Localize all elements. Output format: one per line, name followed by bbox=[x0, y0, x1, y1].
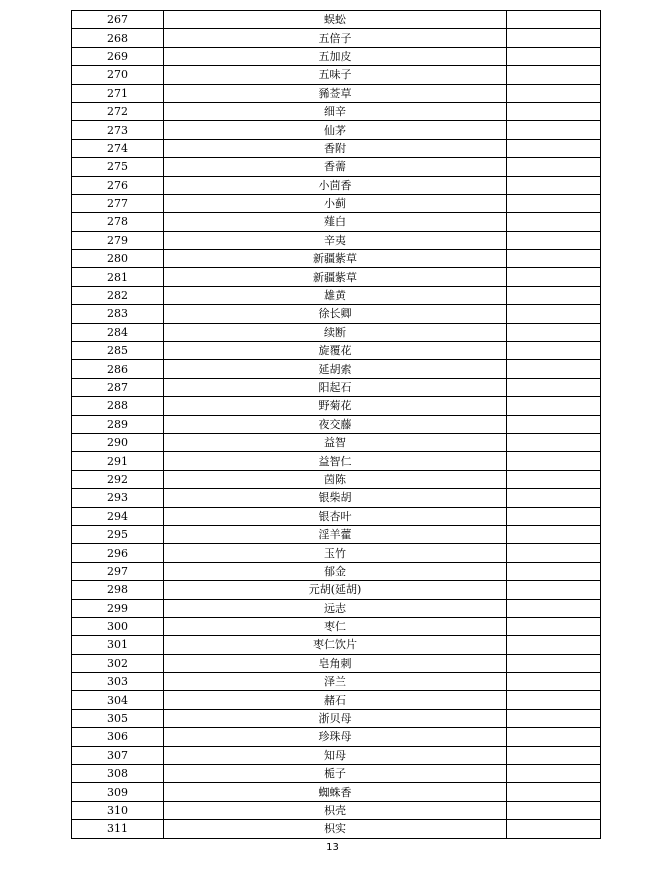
table-row bbox=[72, 581, 601, 599]
table-row bbox=[72, 636, 601, 654]
table-row bbox=[72, 673, 601, 691]
note-cell bbox=[507, 581, 601, 599]
note-cell bbox=[507, 415, 601, 433]
table-row bbox=[72, 470, 601, 488]
herb-name-cell: 玉竹 bbox=[164, 544, 507, 562]
row-number-cell: 275 bbox=[72, 158, 164, 176]
note-cell bbox=[507, 783, 601, 801]
herb-name-cell: 淫羊藿 bbox=[164, 525, 507, 543]
herb-name-cell: 五味子 bbox=[164, 66, 507, 84]
note-cell bbox=[507, 268, 601, 286]
table-row bbox=[72, 617, 601, 635]
herb-name-cell: 薤白 bbox=[164, 213, 507, 231]
herb-name-cell: 银柴胡 bbox=[164, 489, 507, 507]
row-number-cell: 304 bbox=[72, 691, 164, 709]
herb-name-cell: 郁金 bbox=[164, 562, 507, 580]
row-number-cell: 308 bbox=[72, 765, 164, 783]
row-number-cell: 277 bbox=[72, 194, 164, 212]
herb-name-cell: 浙贝母 bbox=[164, 709, 507, 727]
note-cell bbox=[507, 709, 601, 727]
herb-name-cell: 徐长卿 bbox=[164, 305, 507, 323]
note-cell bbox=[507, 489, 601, 507]
table-row bbox=[72, 139, 601, 157]
row-number-cell: 274 bbox=[72, 139, 164, 157]
table-row bbox=[72, 213, 601, 231]
herb-name-cell: 知母 bbox=[164, 746, 507, 764]
herb-name-cell: 新疆紫草 bbox=[164, 268, 507, 286]
table-row bbox=[72, 323, 601, 341]
note-cell bbox=[507, 323, 601, 341]
row-number-cell: 283 bbox=[72, 305, 164, 323]
row-number-cell: 279 bbox=[72, 231, 164, 249]
row-number-cell: 302 bbox=[72, 654, 164, 672]
row-number-cell: 281 bbox=[72, 268, 164, 286]
herb-name-cell: 阳起石 bbox=[164, 378, 507, 396]
note-cell bbox=[507, 746, 601, 764]
row-number-cell: 282 bbox=[72, 286, 164, 304]
table-row bbox=[72, 507, 601, 525]
row-number-cell: 270 bbox=[72, 66, 164, 84]
note-cell bbox=[507, 286, 601, 304]
row-number-cell: 310 bbox=[72, 801, 164, 819]
note-cell bbox=[507, 562, 601, 580]
table-row bbox=[72, 84, 601, 102]
table-row bbox=[72, 765, 601, 783]
row-number-cell: 306 bbox=[72, 728, 164, 746]
row-number-cell: 276 bbox=[72, 176, 164, 194]
note-cell bbox=[507, 525, 601, 543]
note-cell bbox=[507, 84, 601, 102]
table-row bbox=[72, 47, 601, 65]
table-row bbox=[72, 397, 601, 415]
row-number-cell: 278 bbox=[72, 213, 164, 231]
table-row bbox=[72, 433, 601, 451]
note-cell bbox=[507, 691, 601, 709]
note-cell bbox=[507, 452, 601, 470]
herb-name-cell: 旋覆花 bbox=[164, 342, 507, 360]
row-number-cell: 297 bbox=[72, 562, 164, 580]
table-row bbox=[72, 728, 601, 746]
table-row bbox=[72, 562, 601, 580]
note-cell bbox=[507, 636, 601, 654]
note-cell bbox=[507, 176, 601, 194]
row-number-cell: 300 bbox=[72, 617, 164, 635]
table-row bbox=[72, 158, 601, 176]
table-row bbox=[72, 231, 601, 249]
table-row bbox=[72, 305, 601, 323]
table-row bbox=[72, 691, 601, 709]
row-number-cell: 284 bbox=[72, 323, 164, 341]
table-row bbox=[72, 783, 601, 801]
herb-name-cell: 新疆紫草 bbox=[164, 250, 507, 268]
table-row bbox=[72, 820, 601, 838]
herb-name-cell: 仙茅 bbox=[164, 121, 507, 139]
table-row bbox=[72, 102, 601, 120]
table-row bbox=[72, 525, 601, 543]
note-cell bbox=[507, 728, 601, 746]
herb-name-cell: 香薷 bbox=[164, 158, 507, 176]
table-row bbox=[72, 544, 601, 562]
table-row bbox=[72, 286, 601, 304]
row-number-cell: 289 bbox=[72, 415, 164, 433]
row-number-cell: 285 bbox=[72, 342, 164, 360]
row-number-cell: 303 bbox=[72, 673, 164, 691]
herb-name-cell: 蜘蛛香 bbox=[164, 783, 507, 801]
note-cell bbox=[507, 47, 601, 65]
table-row bbox=[72, 11, 601, 29]
herb-name-cell: 蜈蚣 bbox=[164, 11, 507, 29]
row-number-cell: 291 bbox=[72, 452, 164, 470]
note-cell bbox=[507, 397, 601, 415]
row-number-cell: 267 bbox=[72, 11, 164, 29]
table-row bbox=[72, 360, 601, 378]
table-row bbox=[72, 415, 601, 433]
herb-name-cell: 枳实 bbox=[164, 820, 507, 838]
note-cell bbox=[507, 250, 601, 268]
note-cell bbox=[507, 673, 601, 691]
note-cell bbox=[507, 801, 601, 819]
herb-name-cell: 夜交藤 bbox=[164, 415, 507, 433]
herb-list-table bbox=[71, 10, 601, 839]
row-number-cell: 292 bbox=[72, 470, 164, 488]
herb-name-cell: 枳壳 bbox=[164, 801, 507, 819]
herb-name-cell: 栀子 bbox=[164, 765, 507, 783]
row-number-cell: 271 bbox=[72, 84, 164, 102]
note-cell bbox=[507, 213, 601, 231]
row-number-cell: 287 bbox=[72, 378, 164, 396]
herb-name-cell: 延胡索 bbox=[164, 360, 507, 378]
herb-name-cell: 枣仁 bbox=[164, 617, 507, 635]
table-row bbox=[72, 489, 601, 507]
row-number-cell: 298 bbox=[72, 581, 164, 599]
herb-name-cell: 续断 bbox=[164, 323, 507, 341]
note-cell bbox=[507, 378, 601, 396]
table-row bbox=[72, 378, 601, 396]
row-number-cell: 286 bbox=[72, 360, 164, 378]
table-row bbox=[72, 250, 601, 268]
herb-name-cell: 小蓟 bbox=[164, 194, 507, 212]
row-number-cell: 307 bbox=[72, 746, 164, 764]
table-row bbox=[72, 452, 601, 470]
row-number-cell: 293 bbox=[72, 489, 164, 507]
row-number-cell: 299 bbox=[72, 599, 164, 617]
note-cell bbox=[507, 507, 601, 525]
note-cell bbox=[507, 231, 601, 249]
row-number-cell: 269 bbox=[72, 47, 164, 65]
table-row bbox=[72, 29, 601, 47]
herb-name-cell: 泽兰 bbox=[164, 673, 507, 691]
note-cell bbox=[507, 765, 601, 783]
table-row bbox=[72, 746, 601, 764]
table-row bbox=[72, 268, 601, 286]
herb-name-cell: 益智 bbox=[164, 433, 507, 451]
table-row bbox=[72, 801, 601, 819]
row-number-cell: 305 bbox=[72, 709, 164, 727]
table-row bbox=[72, 66, 601, 84]
note-cell bbox=[507, 66, 601, 84]
row-number-cell: 301 bbox=[72, 636, 164, 654]
note-cell bbox=[507, 11, 601, 29]
herb-name-cell: 皂角刺 bbox=[164, 654, 507, 672]
herb-name-cell: 五倍子 bbox=[164, 29, 507, 47]
note-cell bbox=[507, 360, 601, 378]
row-number-cell: 280 bbox=[72, 250, 164, 268]
note-cell bbox=[507, 617, 601, 635]
table-row bbox=[72, 654, 601, 672]
row-number-cell: 268 bbox=[72, 29, 164, 47]
note-cell bbox=[507, 820, 601, 838]
table-row bbox=[72, 342, 601, 360]
herb-name-cell: 豨莶草 bbox=[164, 84, 507, 102]
herb-name-cell: 珍珠母 bbox=[164, 728, 507, 746]
row-number-cell: 294 bbox=[72, 507, 164, 525]
herb-name-cell: 五加皮 bbox=[164, 47, 507, 65]
row-number-cell: 311 bbox=[72, 820, 164, 838]
row-number-cell: 295 bbox=[72, 525, 164, 543]
note-cell bbox=[507, 121, 601, 139]
table-row bbox=[72, 176, 601, 194]
row-number-cell: 290 bbox=[72, 433, 164, 451]
herb-name-cell: 元胡(延胡) bbox=[164, 581, 507, 599]
table-body bbox=[72, 11, 601, 839]
row-number-cell: 309 bbox=[72, 783, 164, 801]
note-cell bbox=[507, 342, 601, 360]
herb-name-cell: 小茴香 bbox=[164, 176, 507, 194]
herb-name-cell: 枣仁饮片 bbox=[164, 636, 507, 654]
note-cell bbox=[507, 433, 601, 451]
herb-name-cell: 茵陈 bbox=[164, 470, 507, 488]
herb-name-cell: 雄黄 bbox=[164, 286, 507, 304]
row-number-cell: 272 bbox=[72, 102, 164, 120]
note-cell bbox=[507, 599, 601, 617]
table-row bbox=[72, 194, 601, 212]
note-cell bbox=[507, 139, 601, 157]
note-cell bbox=[507, 29, 601, 47]
herb-name-cell: 远志 bbox=[164, 599, 507, 617]
page-number: 13 bbox=[326, 842, 339, 853]
herb-name-cell: 益智仁 bbox=[164, 452, 507, 470]
herb-name-cell: 银杏叶 bbox=[164, 507, 507, 525]
row-number-cell: 296 bbox=[72, 544, 164, 562]
herb-name-cell: 细辛 bbox=[164, 102, 507, 120]
row-number-cell: 288 bbox=[72, 397, 164, 415]
table-row bbox=[72, 121, 601, 139]
herb-name-cell: 野菊花 bbox=[164, 397, 507, 415]
note-cell bbox=[507, 102, 601, 120]
note-cell bbox=[507, 305, 601, 323]
note-cell bbox=[507, 654, 601, 672]
herb-name-cell: 香附 bbox=[164, 139, 507, 157]
note-cell bbox=[507, 194, 601, 212]
table-row bbox=[72, 709, 601, 727]
row-number-cell: 273 bbox=[72, 121, 164, 139]
table-row bbox=[72, 599, 601, 617]
note-cell bbox=[507, 470, 601, 488]
note-cell bbox=[507, 544, 601, 562]
herb-name-cell: 辛夷 bbox=[164, 231, 507, 249]
note-cell bbox=[507, 158, 601, 176]
herb-name-cell: 赭石 bbox=[164, 691, 507, 709]
